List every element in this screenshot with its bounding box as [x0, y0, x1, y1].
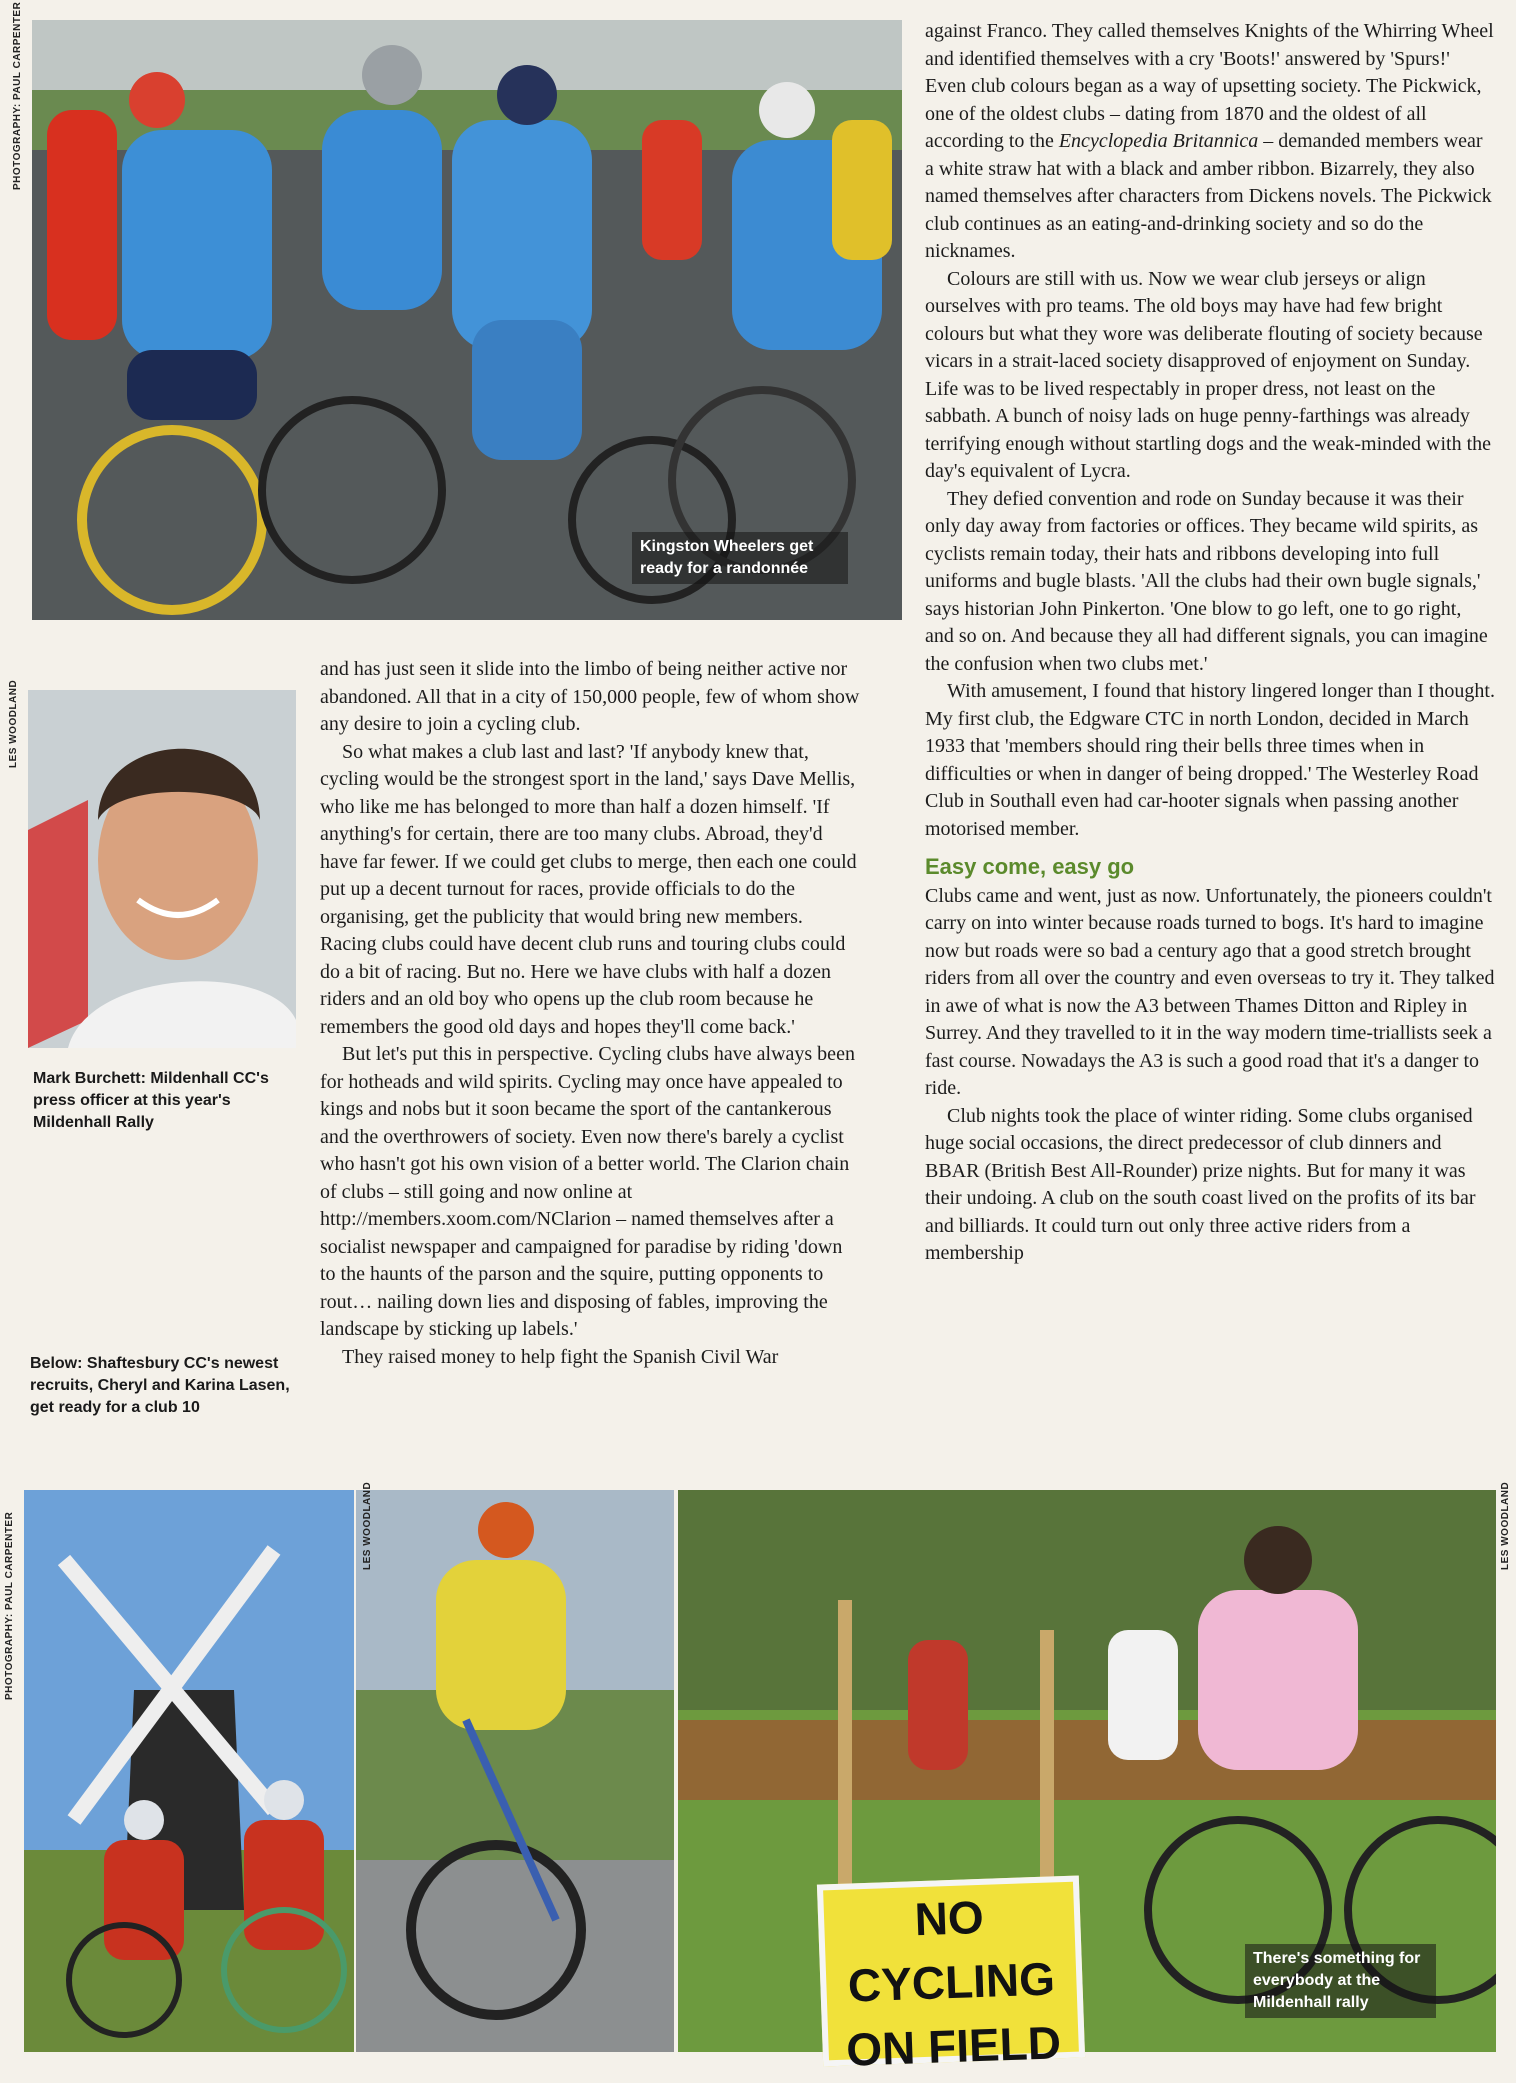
bottom-right-caption: There's something for everybody at the Mildenhall rally — [1245, 1944, 1436, 2018]
photo-mtb-rider — [356, 1490, 674, 2052]
right-paragraph-5: Clubs came and went, just as now. Unfortunately, the pioneers couldn't carry on into winter because roads turned to bogs. It's hard to imagine now but roads were so bad a century ago that a good stretch brought riders from all over the country and even overseas to try it. They talked in awe of what is now the A3 between Thames Ditton and Ripley in Surrey. And they travelled to it in the way modern time-triallists seek a fast course. Nowadays the A3 is such a good road that it's a danger to ride. — [925, 884, 1495, 1099]
middle-paragraph-3: But let's put this in perspective. Cycling clubs have always been for hotheads and wild spirits. Cycling may once have appealed to kings and nobs but it soon became the sport of the cantankerous and the overthrowers of society. Even now there's barely a cyclist who hasn't got his own vision of a better world. The Clarion chain of clubs – still going and now online at http://members.xoom.com/NClarion – named themselves after a socialist newspaper and campaigned for paradise by riding 'down to the haunts of the parson and the squire, putting opponents to rout… nailing down lies and disposing of fables, improving the landscape by sticking up labels.' — [320, 1043, 855, 1340]
photo-mark-burchett — [28, 690, 296, 1048]
below-caption: Below: Shaftesbury CC's newest recruits, Cheryl and Karina Lasen, get ready for a club 10 — [30, 1355, 290, 1416]
right-paragraph-1-a: against Franco. They called themselves Knights of the Whirring Wheel and identified themselves with a cry 'Boots!' answered by 'Spurs!' Even club colours began as a way of upsetting society. The Pickwick, one of the oldest clubs – dating from 1870 and the oldest of all according to the — [925, 20, 1494, 152]
photo-shaftesbury-recruits — [24, 1490, 354, 2052]
encyclopedia-title: Encyclopedia Britannica — [1058, 130, 1259, 152]
portrait-image — [28, 690, 296, 1048]
top-photo-caption: Kingston Wheelers get ready for a randonnée — [632, 532, 848, 584]
sign-line-2: ON FIELD — [845, 2016, 1062, 2076]
sign-line-1: NO CYCLING — [847, 1890, 1056, 2012]
middle-paragraph-4: They raised money to help fight the Spanish Civil War — [342, 1345, 779, 1368]
right-paragraph-4: With amusement, I found that history lingered longer than I thought. My first club, the Edgware CTC in north London, decided in March 1933 that 'members should ring their bells three times when in difficulties or when in danger of being dropped.' The Westerley Road Club in Southall even had car-hooter signals when passing another motorised member. — [925, 680, 1495, 840]
right-paragraph-2: Colours are still with us. Now we wear club jerseys or align ourselves with pro teams. The old boys may have had few bright colours but what they wore was deliberate flouting of society because vicars in a strait-laced society disapproved of enjoyment on Sunday. Life was to be lived respectably in proper dress, not least on the sabbath. A bunch of noisy lads on huge penny-farthings was already terrifying enough without startling dogs and the weak-minded with the day's equivalent of Lycra. — [925, 267, 1491, 482]
portrait-credit: LES WOODLAND — [8, 679, 19, 768]
bottom-right-credit: LES WOODLAND — [1500, 1481, 1511, 1570]
right-paragraph-6: Club nights took the place of winter riding. Some clubs organised huge social occasions, the direct predecessor of club dinners and BBAR (British Best All-Rounder) prize nights. But for many it was their undoing. A club on the south coast lived on the profits of its bar and billiards. It could turn out only three active riders from a membership — [925, 1104, 1476, 1264]
middle-paragraph-1: and has just seen it slide into the limbo of being neither active nor abandoned. All that in a city of 150,000 people, few of whom show any desire to join a cycling club. — [320, 658, 860, 735]
mountain-bike-image — [356, 1490, 674, 2052]
bottom-left-credit: PHOTOGRAPHY: PAUL CARPENTER — [4, 1511, 15, 1700]
no-cycling-sign — [817, 1875, 1085, 2076]
portrait-caption: Mark Burchett: Mildenhall CC's press officer at this year's Mildenhall Rally — [33, 1070, 269, 1131]
cyclists-group-image — [32, 20, 902, 620]
right-paragraph-1-b: – demanded members wear a white straw hat with a black and amber ribbon. Bizarrely, they also named themselves after characters from Dickens novels. The Pickwick club continues as an eating-and-drinking society and so do the nicknames. — [925, 130, 1492, 262]
top-photo-credit: PHOTOGRAPHY: PAUL CARPENTER — [12, 1, 23, 190]
bottom-middle-credit: LES WOODLAND — [362, 1481, 373, 1570]
photo-kingston-wheelers — [32, 20, 902, 620]
article-middle-column — [320, 656, 860, 1371]
right-paragraph-3: They defied convention and rode on Sunday because it was their only day away from factories or offices. They became wild spirits, as cyclists remain today, their hats and ribbons developing into full uniforms and bugle blasts. 'All the clubs had their own bugle signals,' says historian John Pinkerton. 'One blow to go left, one to go right, and so on. And because they all had different signals, you can imagine the confusion when two clubs met.' — [925, 487, 1488, 675]
middle-paragraph-2: So what makes a club last and last? 'If anybody knew that, cycling would be the strongest sport in the land,' says Dave Mellis, who like me has belonged to more than half a dozen himself. 'If anything's for certain, there are too many clubs. Abroad, they'd have far fewer. If we could get clubs to merge, then each one could put up a decent turnout for races, provide officials to do the organising, get the publicity that would bring new members. Racing clubs could have decent club runs and touring clubs could do a bit of racing. But no. Here we have clubs with half a dozen riders and an old boy who opens up the club room because he remembers the good old days and hopes they'll come back.' — [320, 740, 857, 1038]
subheading: Easy come, easy go — [925, 854, 1135, 879]
article-right-column — [925, 18, 1495, 1268]
right-paragraph-1 — [925, 18, 1495, 266]
windmill-riders-image — [24, 1490, 354, 2052]
